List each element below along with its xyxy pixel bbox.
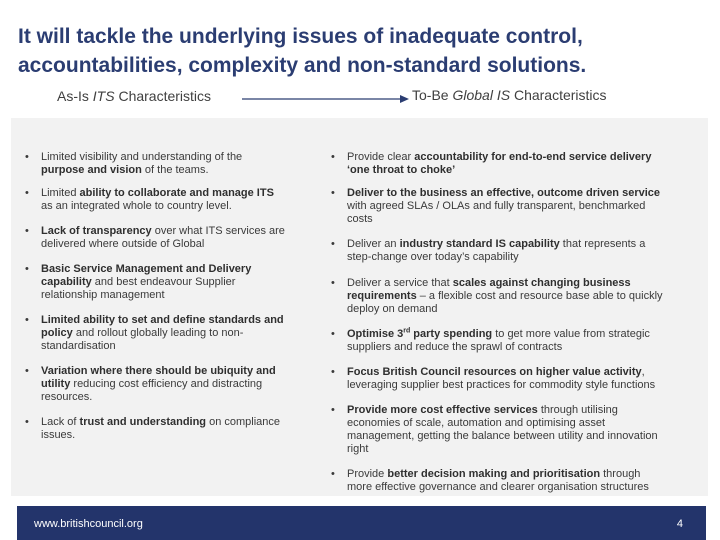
title-line-2: accountabilities, complexity and non-standard solutions. — [18, 54, 587, 77]
bullet-icon: • — [25, 187, 29, 199]
tobe-item: • Provide clear accountability for end-to-end service delivery ‘one throat to choke’ — [331, 151, 652, 176]
bullet-icon: • — [331, 328, 335, 340]
asis-heading-suffix: Characteristics — [114, 88, 212, 104]
asis-item: • Limited ability to collaborate and manage ITS as an integrated whole to country level. — [25, 187, 274, 212]
asis-item: • Variation where there should be ubiquity and utility reducing cost efficiency and distracting resources. — [25, 365, 276, 403]
bullet-icon: • — [25, 151, 29, 163]
content-panel — [11, 118, 708, 496]
tobe-item: • Provide better decision making and prioritisation through more effective governance and clearer organisation structures — [331, 468, 649, 493]
tobe-item: • Deliver an industry standard IS capability that represents a step-change over today’s capability — [331, 238, 646, 263]
tobe-heading-prefix: To-Be — [412, 87, 453, 103]
bullet-icon: • — [331, 187, 335, 199]
page-number: 4 — [676, 518, 683, 530]
bullet-icon: • — [25, 225, 29, 237]
asis-item: • Basic Service Management and Delivery capability and best endeavour Supplier relationship management — [25, 263, 252, 301]
tobe-item: • Deliver a service that scales against changing business requirements – a flexible cost and resource base able to quickly deploy on demand — [331, 277, 663, 315]
bullet-icon: • — [331, 366, 335, 378]
asis-item: • Lack of trust and understanding on compliance issues. — [25, 416, 281, 441]
title-line-1: It will tackle the underlying issues of inadequate control, — [18, 25, 583, 48]
bullet-icon: • — [25, 416, 29, 428]
tobe-item: • Provide more cost effective services through utilising economies of scale, automation and optimising asset management, getting the balance between utility and innovation right — [331, 404, 658, 455]
asis-item: • Lack of transparency over what ITS services are delivered where outside of Global — [25, 225, 285, 250]
bullet-icon: • — [331, 404, 335, 416]
bullet-icon: • — [331, 238, 335, 250]
tobe-heading-suffix: Characteristics — [510, 87, 607, 103]
slide-title — [18, 22, 708, 80]
footer-bar — [17, 506, 706, 540]
asis-item: • Limited ability to set and define standards and policy and rollout globally leading to non- standardisation — [25, 314, 284, 352]
transition-arrow-icon — [240, 93, 410, 105]
tobe-heading — [412, 87, 607, 103]
tobe-heading-italic: Global IS — [452, 87, 511, 103]
bullet-icon: • — [25, 314, 29, 326]
asis-item: • Limited visibility and understanding of the purpose and vision of the teams. — [25, 151, 243, 176]
bullet-icon: • — [25, 263, 29, 275]
tobe-item: • Optimise 3rd party spending to get more value from strategic suppliers and reduce the sprawl of contracts — [331, 327, 650, 353]
bullet-icon: • — [331, 277, 335, 289]
asis-heading-prefix: As-Is — [57, 88, 93, 104]
asis-heading — [57, 88, 211, 104]
tobe-item: • Deliver to the business an effective, outcome driven service with agreed SLAs / OLAs and fully transparent, benchmarked costs — [331, 187, 661, 225]
bullet-icon: • — [331, 151, 335, 163]
bullet-icon: • — [25, 365, 29, 377]
tobe-item: • Focus British Council resources on higher value activity, leveraging supplier best practices for commodity style functions — [331, 366, 656, 391]
bullet-icon: • — [331, 468, 335, 480]
asis-heading-italic: ITS — [92, 88, 115, 104]
footer-url-link[interactable]: www.britishcouncil.org — [34, 518, 143, 530]
